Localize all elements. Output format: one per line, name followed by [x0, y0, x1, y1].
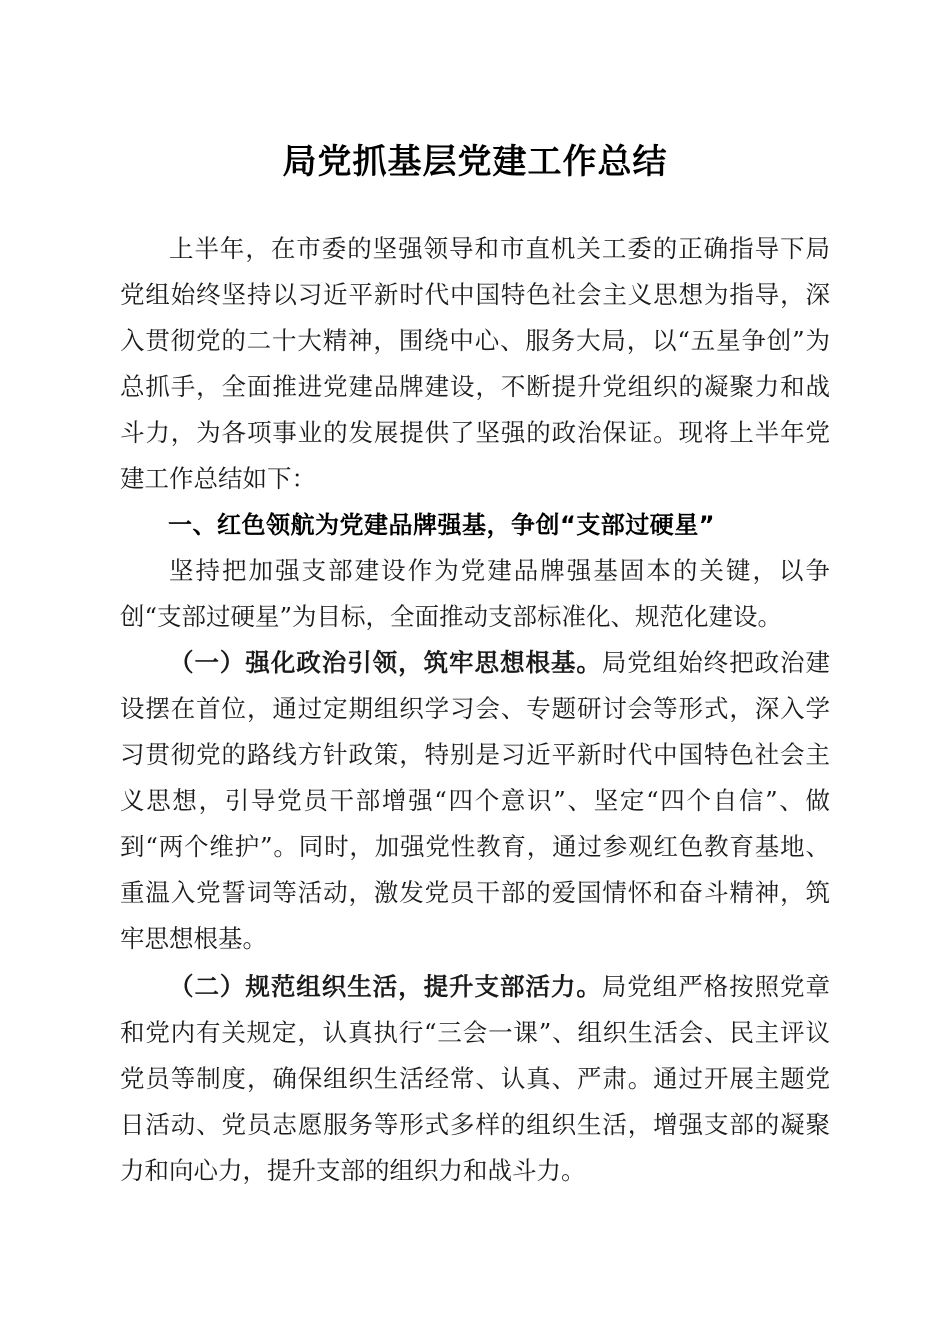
document-body: [120, 226, 830, 1194]
section-1-paragraph: 坚持把加强支部建设作为党建品牌强基固本的关键，以争创“支部过硬星”为目标，全面推动支部标准化、规范化建设。: [120, 556, 830, 631]
subsection-1-paragraph: [120, 640, 830, 962]
subsection-1-text: 局党组始终把政治建设摆在首位，通过定期组织学习会、专题研讨会等形式，深入学习贯彻党的路线方针政策，特别是习近平新时代中国特色社会主义思想，引导党员干部增强“四个意识”、坚定“四个自信”、做到“两个维护”。同时，加强党性教育，通过参观红色教育基地、重温入党誓词等活动，激发党员干部的爱国情怀和奋斗精神，筑牢思想根基。: [120, 648, 831, 953]
subsection-1-lead: （一）强化政治引领，筑牢思想根基。: [169, 648, 602, 677]
subsection-2-lead: （二）规范组织生活，提升支部活力。: [169, 972, 602, 1001]
subsection-2-text: 局党组严格按照党章和党内有关规定，认真执行“三会一课”、组织生活会、民主评议党员等制度，确保组织生活经常、认真、严肃。通过开展主题党日活动、党员志愿服务等形式多样的组织生活，增强支部的凝聚力和向心力，提升支部的组织力和战斗力。: [120, 972, 831, 1185]
document-title: 局党抓基层党建工作总结: [282, 142, 668, 182]
intro-paragraph: 上半年，在市委的坚强领导和市直机关工委的正确指导下局党组始终坚持以习近平新时代中国特色社会主义思想为指导，深入贯彻党的二十大精神，围绕中心、服务大局，以“五星争创”为总抓手，全面推进党建品牌建设，不断提升党组织的凝聚力和战斗力，为各项事业的发展提供了坚强的政治保证。现将上半年党建工作总结如下：: [120, 234, 830, 493]
subsection-2-paragraph: [120, 964, 830, 1194]
section-1-heading: 一、红色领航为党建品牌强基，争创“支部过硬星”: [168, 511, 716, 539]
